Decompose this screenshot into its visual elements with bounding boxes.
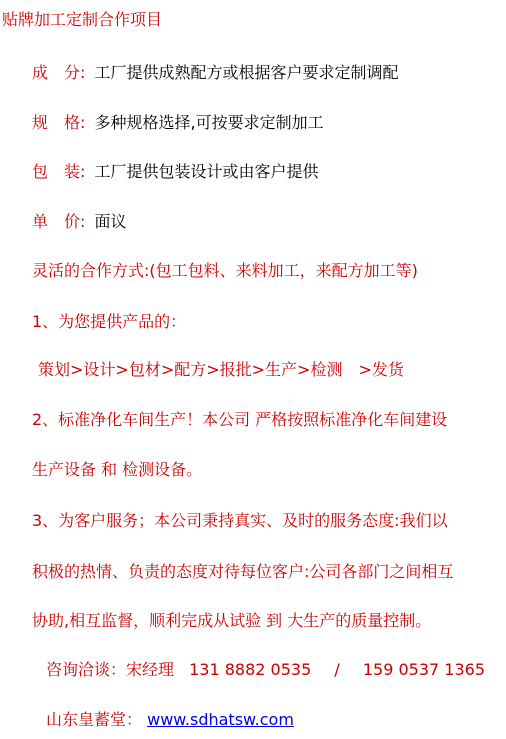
contact-line	[46, 658, 485, 682]
cooperation-text: 灵活的合作方式:(包工包料、来料加工，来配方加工等)	[32, 261, 418, 280]
contact-phone-1[interactable]: 131 8882 0535	[189, 660, 312, 679]
item2-line1: 2、标准净化车间生产！本公司 严格按照标准净化车间建设	[32, 410, 448, 429]
contact-separator: /	[334, 660, 340, 679]
spec-label: 包 装:	[32, 162, 86, 181]
item2-line2: 生产设备 和 检测设备。	[32, 460, 203, 479]
company-label: 山东皇蓄堂：	[46, 710, 143, 729]
company-line	[46, 708, 294, 732]
spec-price	[32, 210, 127, 234]
spec-value: 工厂提供成熟配方或根据客户要求定制调配	[94, 63, 399, 82]
item1-title: 1、为您提供产品的：	[32, 312, 187, 331]
company-website-link[interactable]: www.sdhatsw.com	[147, 710, 294, 729]
spec-label: 成 分:	[32, 63, 86, 82]
spec-value: 工厂提供包装设计或由客户提供	[94, 162, 319, 181]
item1-flow: 策划>设计>包材>配方>报批>生产>检测 >发货	[38, 360, 404, 379]
spec-label: 单 价:	[32, 212, 86, 231]
spec-ingredients	[32, 61, 399, 85]
spec-packaging	[32, 160, 319, 184]
spec-value: 面议	[94, 212, 127, 231]
spec-size	[32, 111, 324, 135]
contact-phone-2[interactable]: 159 0537 1365	[362, 660, 485, 679]
item3-line3: 协助,相互监督，顺利完成从试验 到 大生产的质量控制。	[32, 611, 432, 630]
item3-line1: 3、为客户服务；本公司秉持真实、及时的服务态度:我们以	[32, 511, 448, 530]
contact-label: 咨询洽谈：宋经理	[46, 660, 175, 679]
spec-label: 规 格:	[32, 113, 86, 132]
spec-value: 多种规格选择,可按要求定制加工	[94, 113, 324, 132]
page-title: 贴牌加工定制合作项目	[2, 10, 163, 29]
item3-line2: 积极的热情、负责的态度对待每位客户:公司各部门之间相互	[32, 562, 454, 581]
